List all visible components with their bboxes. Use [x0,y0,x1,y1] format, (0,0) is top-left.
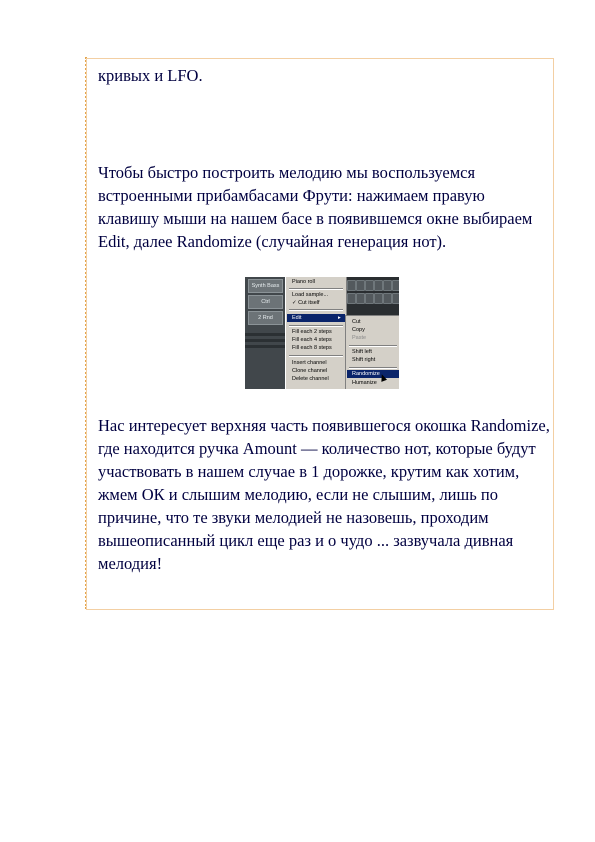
menu-item-fill-4[interactable]: Fill each 4 steps [292,337,332,343]
submenu-item-paste[interactable]: Paste [352,335,367,341]
menu-item-piano-roll[interactable]: Piano roll [292,279,315,285]
edit-submenu [345,315,399,389]
submenu-item-cut[interactable]: Cut [352,319,361,325]
menu-item-fill-8[interactable]: Fill each 8 steps [292,345,332,351]
panel-stripe [245,333,285,336]
menu-separator [289,288,343,290]
step-cell [356,293,365,304]
menu-item-delete-channel[interactable]: Delete channel [292,376,329,382]
submenu-item-shift-right[interactable]: Shift right [352,357,376,363]
menu-item-clone-channel[interactable]: Clone channel [292,368,328,374]
step-cell [383,293,392,304]
step-cell [347,280,356,291]
paragraph-3: Нас интересует верхняя часть появившегося окошка Randomize, где находится ручка Amount — количество нот, которые будут участвовать в нашем случае в 1 дорожке, крутим как хотим, жмем ОК и слышим мелодию, если не слышим, лишь по причине, что те звуки мелодией не назовешь, проходим вышеописанный цикл еще раз и о чудо ... зазвучала дивная мелодия! [98,416,550,573]
panel-stripe [245,339,285,342]
paragraph-1: кривых и LFO. [98,66,203,85]
menu-item-edit[interactable]: Edit [292,315,302,321]
submenu-item-randomize[interactable]: Randomize [352,371,380,377]
panel-stripe [245,345,285,348]
channel-button: 2 Rnd [248,311,283,325]
step-cell [365,280,374,291]
step-cell [383,280,392,291]
context-menu [285,277,347,389]
menu-separator [289,325,343,327]
step-cell [356,280,365,291]
menu-item-load-sample[interactable]: Load sample... [292,292,329,298]
submenu-arrow-icon: ▸ [338,315,341,321]
step-cell [365,293,374,304]
fl-studio-menu-screenshot [245,277,399,389]
step-cell [347,293,356,304]
submenu-item-humanize[interactable]: Humanize [352,380,377,386]
menu-separator [289,309,343,311]
step-cell [392,280,399,291]
channel-button: Ctrl [248,295,283,309]
paragraph-2: Чтобы быстро построить мелодию мы воспользуемся встроенными прибамбасами Фрути: нажимаем правую клавишу мыши на нашем басе в появившемся окне выбираем Edit, далее Randomize (случайная генерация нот). [98,163,533,251]
menu-separator [349,345,397,347]
menu-item-insert-channel[interactable]: Insert channel [292,360,327,366]
step-cell [374,293,383,304]
menu-separator [349,367,397,369]
step-sequencer-grid [345,277,399,317]
submenu-item-copy[interactable]: Copy [352,327,365,333]
menu-separator [289,355,343,357]
menu-item-cut-itself[interactable]: ✓ Cut itself [292,300,320,306]
submenu-item-shift-left[interactable]: Shift left [352,349,372,355]
menu-item-fill-2[interactable]: Fill each 2 steps [292,329,332,335]
step-cell [374,280,383,291]
channel-button: Synth Bass [248,279,283,293]
channel-panel [245,277,285,389]
step-cell [392,293,399,304]
